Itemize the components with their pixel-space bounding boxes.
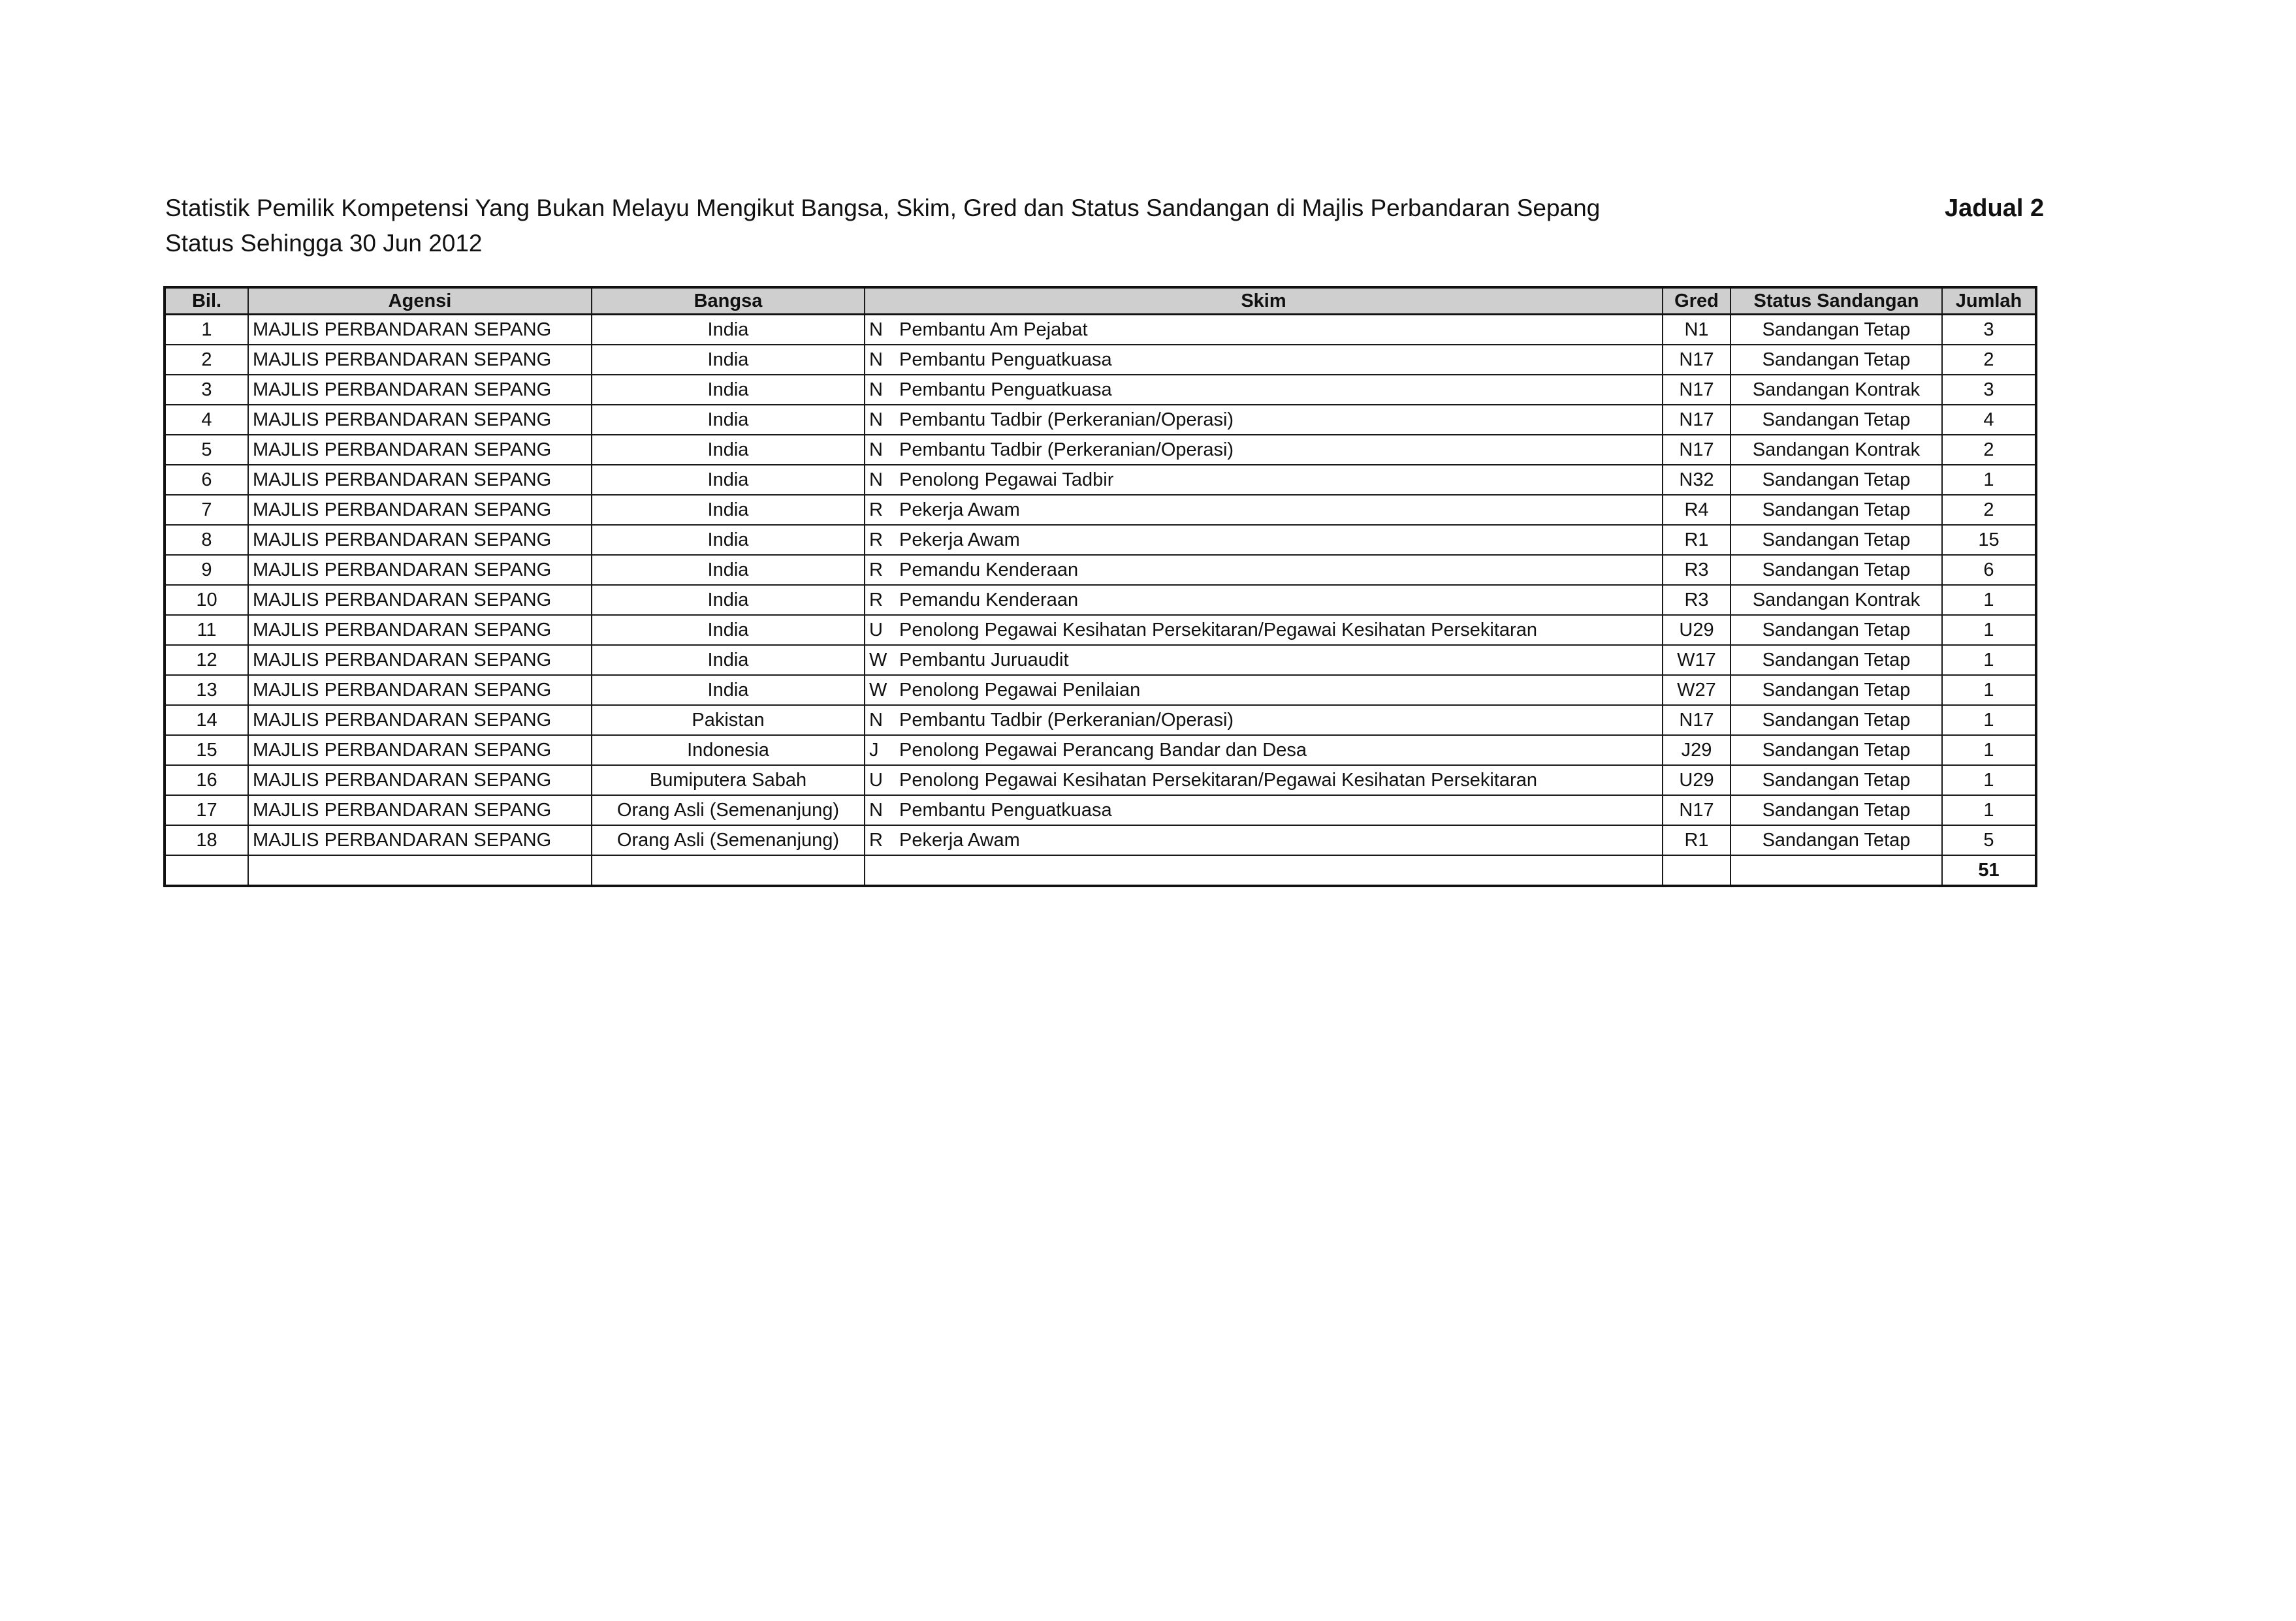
skim-code: N xyxy=(869,379,883,400)
cell-gred: R3 xyxy=(1663,585,1730,615)
cell-agensi: MAJLIS PERBANDARAN SEPANG xyxy=(248,375,592,405)
table-row xyxy=(165,465,2036,495)
skim-name: Pembantu Tadbir (Perkeranian/Operasi) xyxy=(899,709,1234,731)
table-row xyxy=(165,345,2036,375)
cell-jumlah: 5 xyxy=(1942,825,2036,855)
table-row xyxy=(165,735,2036,765)
cell-status: Sandangan Kontrak xyxy=(1730,435,1942,465)
cell-skim xyxy=(865,315,1663,345)
cell-skim xyxy=(865,825,1663,855)
total-empty-cell xyxy=(1663,855,1730,886)
cell-gred: N17 xyxy=(1663,705,1730,735)
cell-status: Sandangan Tetap xyxy=(1730,345,1942,375)
cell-jumlah: 1 xyxy=(1942,675,2036,705)
skim-code: N xyxy=(869,319,883,340)
cell-status: Sandangan Tetap xyxy=(1730,795,1942,825)
cell-gred: W17 xyxy=(1663,645,1730,675)
skim-name: Pembantu Penguatkuasa xyxy=(899,349,1112,370)
cell-agensi: MAJLIS PERBANDARAN SEPANG xyxy=(248,675,592,705)
skim-name: Penolong Pegawai Penilaian xyxy=(899,679,1141,700)
table-row xyxy=(165,765,2036,795)
skim-name: Pembantu Penguatkuasa xyxy=(899,379,1112,400)
cell-bangsa: India xyxy=(592,555,865,585)
cell-gred: N17 xyxy=(1663,405,1730,435)
cell-agensi: MAJLIS PERBANDARAN SEPANG xyxy=(248,705,592,735)
total-empty-cell xyxy=(865,855,1663,886)
cell-status: Sandangan Tetap xyxy=(1730,675,1942,705)
skim-code: R xyxy=(869,559,883,580)
skim-name: Pekerja Awam xyxy=(899,499,1020,520)
cell-jumlah: 2 xyxy=(1942,435,2036,465)
column-header-agensi: Agensi xyxy=(248,287,592,315)
cell-skim xyxy=(865,705,1663,735)
cell-bangsa: India xyxy=(592,645,865,675)
table-row xyxy=(165,585,2036,615)
cell-bangsa: India xyxy=(592,465,865,495)
total-empty-cell xyxy=(592,855,865,886)
cell-status: Sandangan Tetap xyxy=(1730,405,1942,435)
cell-bangsa: Orang Asli (Semenanjung) xyxy=(592,825,865,855)
column-header-skim: Skim xyxy=(865,287,1663,315)
cell-jumlah: 1 xyxy=(1942,585,2036,615)
column-header-bil: Bil. xyxy=(165,287,248,315)
cell-agensi: MAJLIS PERBANDARAN SEPANG xyxy=(248,555,592,585)
cell-status: Sandangan Tetap xyxy=(1730,705,1942,735)
skim-code: N xyxy=(869,709,883,731)
total-empty-cell xyxy=(248,855,592,886)
cell-agensi: MAJLIS PERBANDARAN SEPANG xyxy=(248,525,592,555)
cell-bil: 8 xyxy=(165,525,248,555)
cell-bangsa: Pakistan xyxy=(592,705,865,735)
cell-skim xyxy=(865,675,1663,705)
skim-code: U xyxy=(869,619,883,640)
cell-bil: 3 xyxy=(165,375,248,405)
cell-gred: R3 xyxy=(1663,555,1730,585)
cell-bil: 17 xyxy=(165,795,248,825)
cell-agensi: MAJLIS PERBANDARAN SEPANG xyxy=(248,315,592,345)
cell-status: Sandangan Tetap xyxy=(1730,315,1942,345)
cell-skim xyxy=(865,735,1663,765)
cell-bangsa: India xyxy=(592,375,865,405)
cell-bil: 7 xyxy=(165,495,248,525)
cell-bil: 12 xyxy=(165,645,248,675)
table-header-row xyxy=(165,287,2036,315)
cell-jumlah: 1 xyxy=(1942,615,2036,645)
skim-name: Pembantu Tadbir (Perkeranian/Operasi) xyxy=(899,409,1234,430)
cell-gred: N17 xyxy=(1663,435,1730,465)
cell-skim xyxy=(865,525,1663,555)
cell-status: Sandangan Tetap xyxy=(1730,555,1942,585)
skim-name: Pekerja Awam xyxy=(899,529,1020,550)
cell-jumlah: 1 xyxy=(1942,735,2036,765)
skim-code: N xyxy=(869,439,883,460)
skim-name: Pembantu Juruaudit xyxy=(899,649,1069,670)
cell-bil: 4 xyxy=(165,405,248,435)
cell-agensi: MAJLIS PERBANDARAN SEPANG xyxy=(248,735,592,765)
cell-jumlah: 1 xyxy=(1942,465,2036,495)
skim-code: U xyxy=(869,769,883,791)
cell-skim xyxy=(865,645,1663,675)
cell-bangsa: India xyxy=(592,405,865,435)
cell-bangsa: India xyxy=(592,345,865,375)
cell-skim xyxy=(865,405,1663,435)
table-row xyxy=(165,405,2036,435)
skim-name: Pembantu Tadbir (Perkeranian/Operasi) xyxy=(899,439,1234,460)
skim-code: N xyxy=(869,349,883,370)
skim-name: Pemandu Kenderaan xyxy=(899,589,1079,610)
table-row xyxy=(165,705,2036,735)
cell-bangsa: India xyxy=(592,675,865,705)
cell-agensi: MAJLIS PERBANDARAN SEPANG xyxy=(248,645,592,675)
cell-bangsa: India xyxy=(592,615,865,645)
total-jumlah: 51 xyxy=(1942,855,2036,886)
cell-gred: N17 xyxy=(1663,375,1730,405)
table-row xyxy=(165,645,2036,675)
cell-bil: 11 xyxy=(165,615,248,645)
cell-bangsa: Orang Asli (Semenanjung) xyxy=(592,795,865,825)
cell-bil: 9 xyxy=(165,555,248,585)
cell-bangsa: Indonesia xyxy=(592,735,865,765)
cell-status: Sandangan Tetap xyxy=(1730,615,1942,645)
cell-agensi: MAJLIS PERBANDARAN SEPANG xyxy=(248,615,592,645)
skim-code: N xyxy=(869,409,883,430)
skim-name: Pekerja Awam xyxy=(899,829,1020,851)
table-row xyxy=(165,825,2036,855)
skim-name: Penolong Pegawai Tadbir xyxy=(899,469,1114,490)
table-body xyxy=(165,315,2036,887)
cell-agensi: MAJLIS PERBANDARAN SEPANG xyxy=(248,795,592,825)
cell-status: Sandangan Tetap xyxy=(1730,465,1942,495)
cell-skim xyxy=(865,765,1663,795)
document-subtitle: Status Sehingga 30 Jun 2012 xyxy=(165,230,483,257)
cell-bangsa: Bumiputera Sabah xyxy=(592,765,865,795)
column-header-status: Status Sandangan xyxy=(1730,287,1942,315)
skim-code: R xyxy=(869,589,883,610)
cell-jumlah: 2 xyxy=(1942,345,2036,375)
cell-skim xyxy=(865,615,1663,645)
cell-agensi: MAJLIS PERBANDARAN SEPANG xyxy=(248,825,592,855)
cell-bil: 10 xyxy=(165,585,248,615)
cell-status: Sandangan Tetap xyxy=(1730,825,1942,855)
skim-name: Pemandu Kenderaan xyxy=(899,559,1079,580)
cell-gred: U29 xyxy=(1663,765,1730,795)
cell-skim xyxy=(865,345,1663,375)
cell-jumlah: 1 xyxy=(1942,795,2036,825)
skim-code: R xyxy=(869,529,883,550)
skim-name: Penolong Pegawai Kesihatan Persekitaran/Pegawai Kesihatan Persekitaran xyxy=(899,769,1537,791)
table-row xyxy=(165,435,2036,465)
cell-status: Sandangan Kontrak xyxy=(1730,585,1942,615)
table-row xyxy=(165,675,2036,705)
cell-agensi: MAJLIS PERBANDARAN SEPANG xyxy=(248,405,592,435)
cell-jumlah: 15 xyxy=(1942,525,2036,555)
table-row xyxy=(165,555,2036,585)
cell-skim xyxy=(865,795,1663,825)
table-label: Jadual 2 xyxy=(1945,195,2045,222)
skim-code: N xyxy=(869,799,883,821)
skim-code: W xyxy=(869,649,887,670)
cell-bil: 14 xyxy=(165,705,248,735)
cell-bil: 13 xyxy=(165,675,248,705)
cell-status: Sandangan Tetap xyxy=(1730,735,1942,765)
cell-status: Sandangan Kontrak xyxy=(1730,375,1942,405)
total-empty-cell xyxy=(1730,855,1942,886)
cell-bangsa: India xyxy=(592,495,865,525)
cell-jumlah: 4 xyxy=(1942,405,2036,435)
skim-name: Pembantu Penguatkuasa xyxy=(899,799,1112,821)
cell-skim xyxy=(865,585,1663,615)
column-header-gred: Gred xyxy=(1663,287,1730,315)
cell-agensi: MAJLIS PERBANDARAN SEPANG xyxy=(248,495,592,525)
cell-agensi: MAJLIS PERBANDARAN SEPANG xyxy=(248,585,592,615)
column-header-bangsa: Bangsa xyxy=(592,287,865,315)
document-header xyxy=(165,191,2059,261)
skim-code: J xyxy=(869,739,879,761)
cell-bangsa: India xyxy=(592,435,865,465)
cell-gred: N1 xyxy=(1663,315,1730,345)
cell-gred: N32 xyxy=(1663,465,1730,495)
skim-name: Pembantu Am Pejabat xyxy=(899,319,1088,340)
table-row xyxy=(165,315,2036,345)
skim-code: R xyxy=(869,829,883,851)
table-row xyxy=(165,495,2036,525)
cell-jumlah: 6 xyxy=(1942,555,2036,585)
cell-gred: J29 xyxy=(1663,735,1730,765)
skim-code: W xyxy=(869,679,887,700)
cell-skim xyxy=(865,375,1663,405)
cell-gred: W27 xyxy=(1663,675,1730,705)
cell-bil: 16 xyxy=(165,765,248,795)
cell-status: Sandangan Tetap xyxy=(1730,645,1942,675)
cell-jumlah: 1 xyxy=(1942,645,2036,675)
cell-bil: 18 xyxy=(165,825,248,855)
cell-bil: 5 xyxy=(165,435,248,465)
cell-jumlah: 3 xyxy=(1942,375,2036,405)
table-row xyxy=(165,795,2036,825)
cell-agensi: MAJLIS PERBANDARAN SEPANG xyxy=(248,765,592,795)
cell-bangsa: India xyxy=(592,585,865,615)
cell-bil: 15 xyxy=(165,735,248,765)
total-row xyxy=(165,855,2036,886)
table-row xyxy=(165,615,2036,645)
cell-skim xyxy=(865,435,1663,465)
column-header-jumlah: Jumlah xyxy=(1942,287,2036,315)
cell-bil: 6 xyxy=(165,465,248,495)
cell-gred: N17 xyxy=(1663,795,1730,825)
cell-agensi: MAJLIS PERBANDARAN SEPANG xyxy=(248,465,592,495)
cell-gred: N17 xyxy=(1663,345,1730,375)
cell-gred: U29 xyxy=(1663,615,1730,645)
statistics-table xyxy=(163,286,2037,887)
cell-status: Sandangan Tetap xyxy=(1730,525,1942,555)
cell-jumlah: 1 xyxy=(1942,765,2036,795)
cell-bangsa: India xyxy=(592,525,865,555)
table-row xyxy=(165,525,2036,555)
cell-status: Sandangan Tetap xyxy=(1730,495,1942,525)
cell-bangsa: India xyxy=(592,315,865,345)
table-row xyxy=(165,375,2036,405)
cell-gred: R1 xyxy=(1663,525,1730,555)
cell-bil: 1 xyxy=(165,315,248,345)
cell-status: Sandangan Tetap xyxy=(1730,765,1942,795)
cell-bil: 2 xyxy=(165,345,248,375)
cell-gred: R4 xyxy=(1663,495,1730,525)
cell-agensi: MAJLIS PERBANDARAN SEPANG xyxy=(248,345,592,375)
document-title: Statistik Pemilik Kompetensi Yang Bukan Melayu Mengikut Bangsa, Skim, Gred dan Status Sandangan di Majlis Perbandaran Sepang xyxy=(165,195,1601,221)
cell-skim xyxy=(865,555,1663,585)
total-empty-cell xyxy=(165,855,248,886)
skim-name: Penolong Pegawai Perancang Bandar dan Desa xyxy=(899,739,1307,761)
skim-code: R xyxy=(869,499,883,520)
skim-code: N xyxy=(869,469,883,490)
cell-agensi: MAJLIS PERBANDARAN SEPANG xyxy=(248,435,592,465)
cell-jumlah: 2 xyxy=(1942,495,2036,525)
skim-name: Penolong Pegawai Kesihatan Persekitaran/Pegawai Kesihatan Persekitaran xyxy=(899,619,1537,640)
cell-jumlah: 3 xyxy=(1942,315,2036,345)
cell-skim xyxy=(865,495,1663,525)
cell-jumlah: 1 xyxy=(1942,705,2036,735)
cell-gred: R1 xyxy=(1663,825,1730,855)
cell-skim xyxy=(865,465,1663,495)
